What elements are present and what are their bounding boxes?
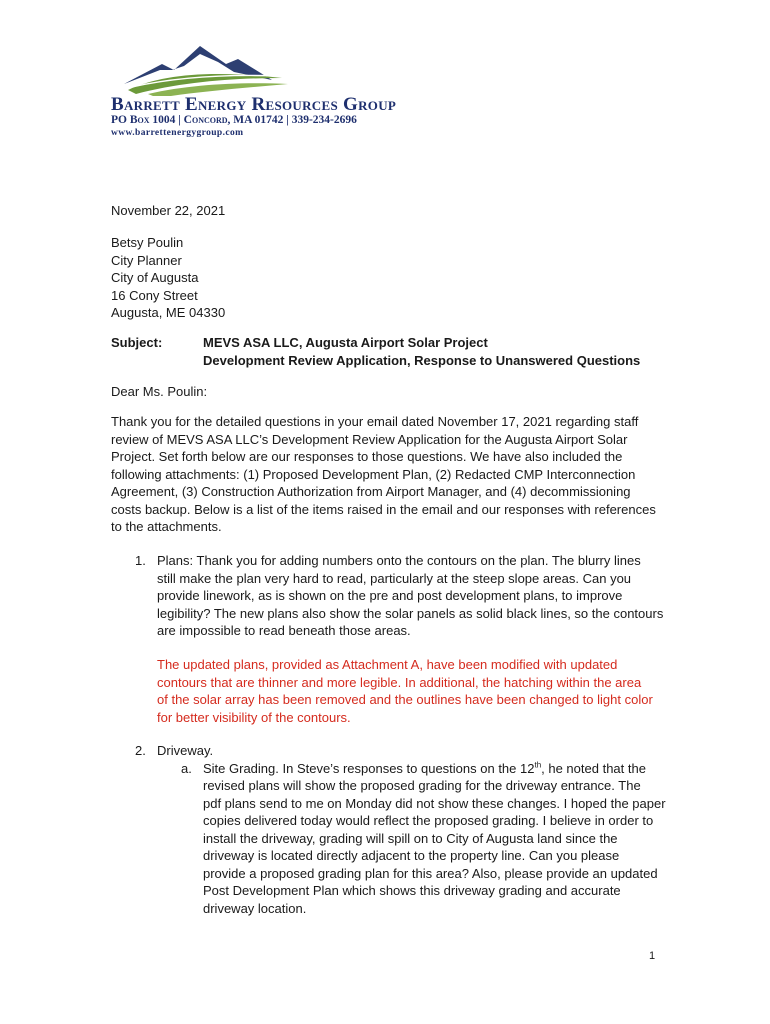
intro-line: Project. Set forth below are our responses to those questions. We have also included the [111, 449, 623, 464]
item2-line: copies delivered today would reflect the proposed grading. I believe in order to [203, 813, 654, 828]
subject-line: MEVS ASA LLC, Augusta Airport Solar Project [203, 335, 488, 350]
company-name: Barrett Energy Resources Group [111, 94, 397, 115]
item1-response-line: The updated plans, provided as Attachment A, have been modified with updated [157, 657, 618, 672]
company-address: PO Box 1004 | Concord, MA 01742 | 339-234-2696 [111, 114, 357, 126]
company-logo-icon [122, 40, 292, 96]
recipient-line: Betsy Poulin [111, 235, 184, 250]
subject-line: Development Review Application, Response to Unanswered Questions [203, 352, 641, 368]
intro-line: Agreement, (3) Construction Authorization from Airport Manager, and (4) decommissioning [111, 484, 631, 499]
subject-label: Subject: [111, 335, 163, 350]
item1-line: are impossible to read beneath those areas. [157, 623, 411, 638]
salutation: Dear Ms. Poulin: [111, 384, 208, 399]
intro-line: review of MEVS ASA LLC’s Development Review Application for the Augusta Airport Solar [111, 431, 628, 447]
item2-first-line [203, 760, 646, 777]
item2-line: provide a proposed grading plan for this area? Also, please provide an updated [203, 865, 658, 881]
item2-line: pdf plans send to me on Monday did not show these changes. I hoped the paper [203, 795, 666, 811]
ordinal-suffix: th [534, 760, 542, 770]
recipient-line: City of Augusta [111, 270, 199, 285]
item1-line: Plans: Thank you for adding numbers onto the contours on the plan. The blurry lines [157, 553, 641, 568]
recipient-line: 16 Cony Street [111, 287, 198, 303]
item2-line: Post Development Plan which shows this driveway grading and accurate [203, 883, 621, 898]
company-website: www.barrettenergygroup.com [111, 128, 244, 138]
item1-line: legibility? The new plans also show the solar panels as solid black lines, so the contours [157, 605, 664, 621]
item2-first-line-post: , he noted that the [541, 760, 646, 776]
item2-line: revised plans will show the proposed grading for the driveway entrance. The [203, 778, 641, 793]
item2-line: driveway is located directly adjacent to the property line. Can you please [203, 848, 620, 863]
recipient-line: City Planner [111, 252, 182, 268]
item1-response-line: of the solar array has been removed and the outlines have been changed to light color [157, 692, 653, 707]
item2-first-line-pre: Site Grading. In Steve’s responses to questions on the 12 [203, 760, 535, 776]
page-number: 1 [649, 950, 656, 962]
item1-response-line: for better visibility of the contours. [157, 709, 351, 725]
subitem-label: a. [181, 760, 192, 776]
letter-date: November 22, 2021 [111, 203, 226, 218]
item1-line: still make the plan very hard to read, particularly at the steep slope areas. Can you [157, 570, 632, 586]
item1-line: provide linework, as is shown on the pre and post development plans, to improve [157, 588, 623, 603]
intro-line: to the attachments. [111, 519, 222, 534]
item1-response-line: contours that are thinner and more legible. In additional, the hatching within the area [157, 674, 642, 690]
intro-line: following attachments: (1) Proposed Development Plan, (2) Redacted CMP Interconnection [111, 466, 636, 482]
item-number: 2. [135, 743, 146, 758]
item-number: 1. [135, 553, 146, 568]
item2-line: install the driveway, grading will spill on to City of Augusta land since the [203, 830, 618, 846]
recipient-line: Augusta, ME 04330 [111, 305, 226, 320]
intro-line: costs backup. Below is a list of the items raised in the email and our responses with references [111, 501, 656, 517]
intro-line: Thank you for the detailed questions in your email dated November 17, 2021 regarding staff [111, 414, 639, 429]
item2-title: Driveway. [157, 743, 214, 758]
item2-line: driveway location. [203, 900, 307, 916]
